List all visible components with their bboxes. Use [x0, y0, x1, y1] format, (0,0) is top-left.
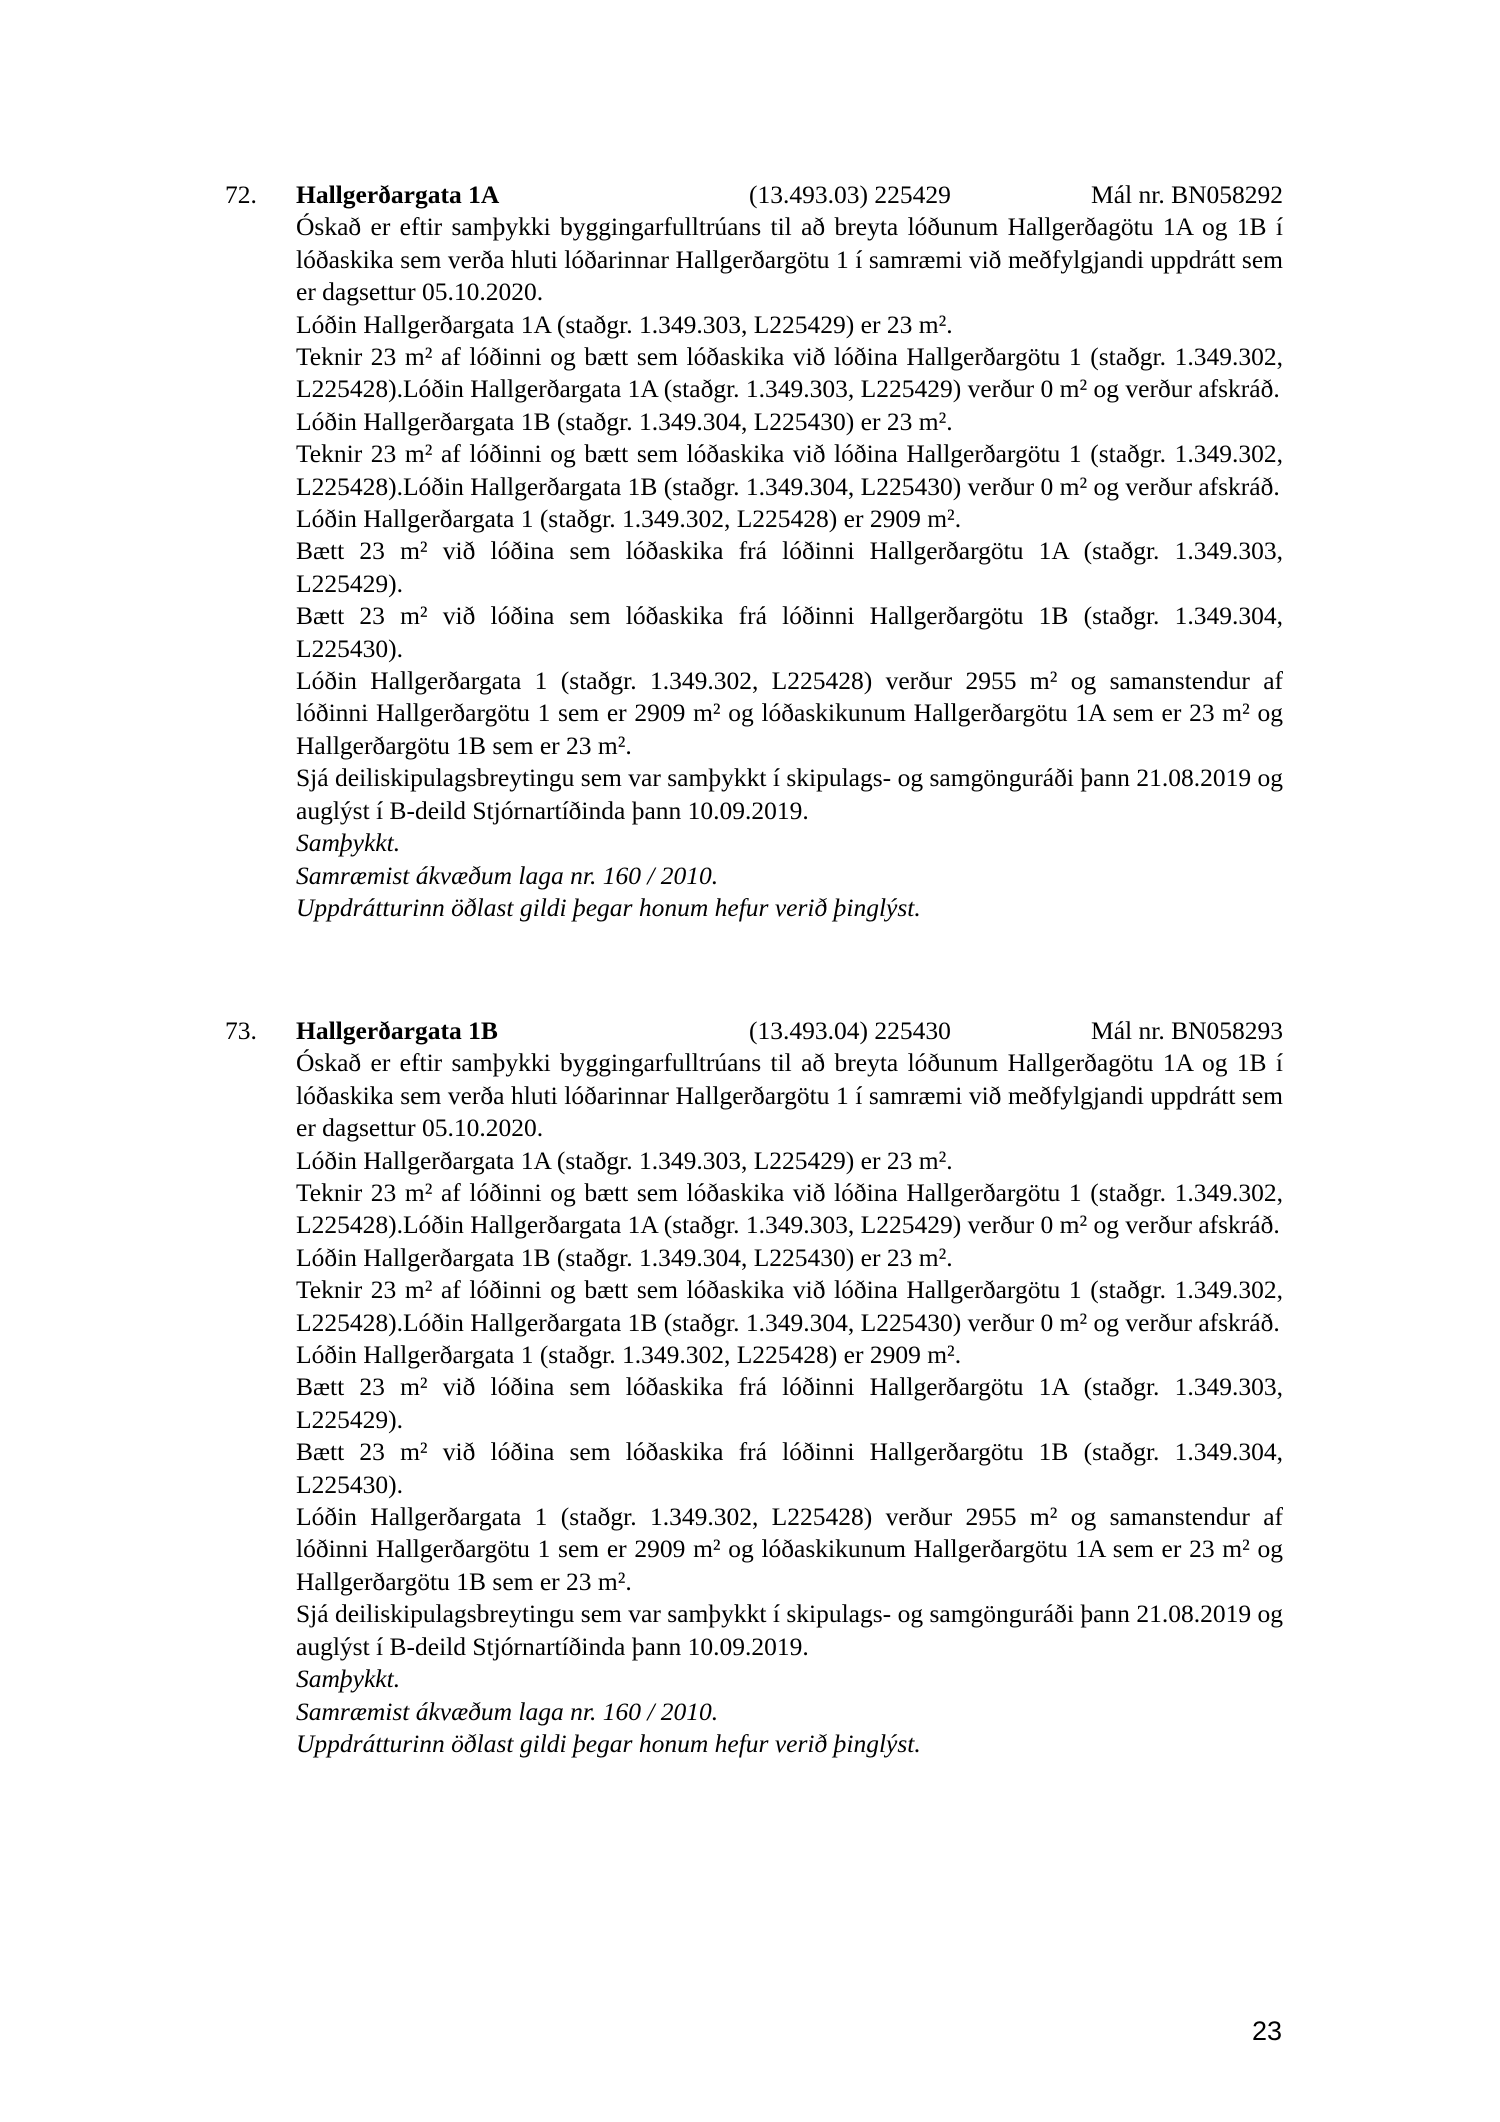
- paragraph: Bætt 23 m² við lóðina sem lóðaskika frá lóðinni Hallgerðargötu 1A (staðgr. 1.349.303, L225429).: [296, 536, 1283, 598]
- paragraph: Lóðin Hallgerðargata 1B (staðgr. 1.349.304, L225430) er 23 m².: [296, 1242, 953, 1272]
- paragraph: Teknir 23 m² af lóðinni og bætt sem lóðaskika við lóðina Hallgerðargötu 1 (staðgr. 1.349.302, L225428).Lóðin Hallgerðargata 1B (staðgr. 1.349.304, L225430) verður 0 m² og verður afskráð.: [296, 439, 1283, 501]
- paragraph: Teknir 23 m² af lóðinni og bætt sem lóðaskika við lóðina Hallgerðargötu 1 (staðgr. 1.349.302, L225428).Lóðin Hallgerðargata 1B (staðgr. 1.349.304, L225430) verður 0 m² og verður afskráð.: [296, 1275, 1283, 1337]
- item-number: 73.: [225, 1016, 257, 1045]
- item-header: [225, 1015, 1283, 1047]
- paragraph: Bætt 23 m² við lóðina sem lóðaskika frá lóðinni Hallgerðargötu 1B (staðgr. 1.349.304, L225430).: [296, 601, 1283, 663]
- paragraph: Óskað er eftir samþykki byggingarfulltrúans til að breyta lóðunum Hallgerðagötu 1A og 1B í lóðaskika sem verða hluti lóðarinnar Hallgerðargötu 1 í samræmi við meðfylgjandi uppdrátt sem er dagsettur 05.10.2020.: [296, 212, 1283, 307]
- item-title: Hallgerðargata 1A: [296, 180, 500, 209]
- page-number: 23: [1251, 2016, 1282, 2046]
- paragraph: Lóðin Hallgerðargata 1 (staðgr. 1.349.302, L225428) er 2909 m².: [296, 504, 962, 534]
- decision-line: Uppdrátturinn öðlast gildi þegar honum hefur verið þinglýst.: [296, 1728, 921, 1758]
- paragraph: Lóðin Hallgerðargata 1 (staðgr. 1.349.302, L225428) er 2909 m².: [296, 1340, 962, 1370]
- decision-line: Uppdrátturinn öðlast gildi þegar honum hefur verið þinglýst.: [296, 892, 921, 922]
- paragraph: Lóðin Hallgerðargata 1A (staðgr. 1.349.303, L225429) er 23 m².: [296, 1145, 953, 1175]
- decision-line: Samræmist ákvæðum laga nr. 160 / 2010.: [296, 860, 719, 890]
- paragraph: Bætt 23 m² við lóðina sem lóðaskika frá lóðinni Hallgerðargötu 1A (staðgr. 1.349.303, L225429).: [296, 1372, 1283, 1434]
- decision-line: Samþykkt.: [296, 828, 401, 858]
- decision-line: Samræmist ákvæðum laga nr. 160 / 2010.: [296, 1696, 719, 1726]
- item-reference: (13.493.03) 225429: [749, 180, 951, 209]
- item-title: Hallgerðargata 1B: [296, 1016, 498, 1045]
- paragraph: Lóðin Hallgerðargata 1 (staðgr. 1.349.302, L225428) verður 2955 m² og samanstendur af lóðinni Hallgerðargötu 1 sem er 2909 m² og lóðaskikunum Hallgerðargötu 1A sem er 23 m² og Hallgerðargötu 1B sem er 23 m².: [296, 1502, 1283, 1596]
- case-number: Mál nr. BN058292: [1091, 180, 1283, 209]
- item-header: [225, 179, 1283, 211]
- paragraph: Lóðin Hallgerðargata 1 (staðgr. 1.349.302, L225428) verður 2955 m² og samanstendur af lóðinni Hallgerðargötu 1 sem er 2909 m² og lóðaskikunum Hallgerðargötu 1A sem er 23 m² og Hallgerðargötu 1B sem er 23 m².: [296, 666, 1283, 760]
- decision-line: Samþykkt.: [296, 1664, 401, 1694]
- item-reference: (13.493.04) 225430: [749, 1016, 951, 1045]
- paragraph: Bætt 23 m² við lóðina sem lóðaskika frá lóðinni Hallgerðargötu 1B (staðgr. 1.349.304, L225430).: [296, 1437, 1283, 1499]
- item-body: [296, 211, 1283, 924]
- paragraph: Teknir 23 m² af lóðinni og bætt sem lóðaskika við lóðina Hallgerðargötu 1 (staðgr. 1.349.302, L225428).Lóðin Hallgerðargata 1A (staðgr. 1.349.303, L225429) verður 0 m² og verður afskráð.: [296, 1178, 1283, 1240]
- paragraph: Lóðin Hallgerðargata 1B (staðgr. 1.349.304, L225430) er 23 m².: [296, 406, 953, 436]
- agenda-item-73: [225, 1015, 1283, 1760]
- paragraph: Óskað er eftir samþykki byggingarfulltrúans til að breyta lóðunum Hallgerðagötu 1A og 1B í lóðaskika sem verða hluti lóðarinnar Hallgerðargötu 1 í samræmi við meðfylgjandi uppdrátt sem er dagsettur 05.10.2020.: [296, 1048, 1283, 1143]
- paragraph: Sjá deiliskipulagsbreytingu sem var samþykkt í skipulags- og samgönguráði þann 21.08.2019 og auglýst í B-deild Stjórnartíðinda þann 10.09.2019.: [296, 1599, 1283, 1661]
- item-body: [296, 1047, 1283, 1760]
- paragraph: Sjá deiliskipulagsbreytingu sem var samþykkt í skipulags- og samgönguráði þann 21.08.2019 og auglýst í B-deild Stjórnartíðinda þann 10.09.2019.: [296, 763, 1283, 825]
- item-number: 72.: [225, 180, 257, 209]
- paragraph: Teknir 23 m² af lóðinni og bætt sem lóðaskika við lóðina Hallgerðargötu 1 (staðgr. 1.349.302, L225428).Lóðin Hallgerðargata 1A (staðgr. 1.349.303, L225429) verður 0 m² og verður afskráð.: [296, 342, 1283, 404]
- paragraph: Lóðin Hallgerðargata 1A (staðgr. 1.349.303, L225429) er 23 m².: [296, 309, 953, 339]
- agenda-item-72: [225, 179, 1283, 924]
- case-number: Mál nr. BN058293: [1091, 1016, 1283, 1045]
